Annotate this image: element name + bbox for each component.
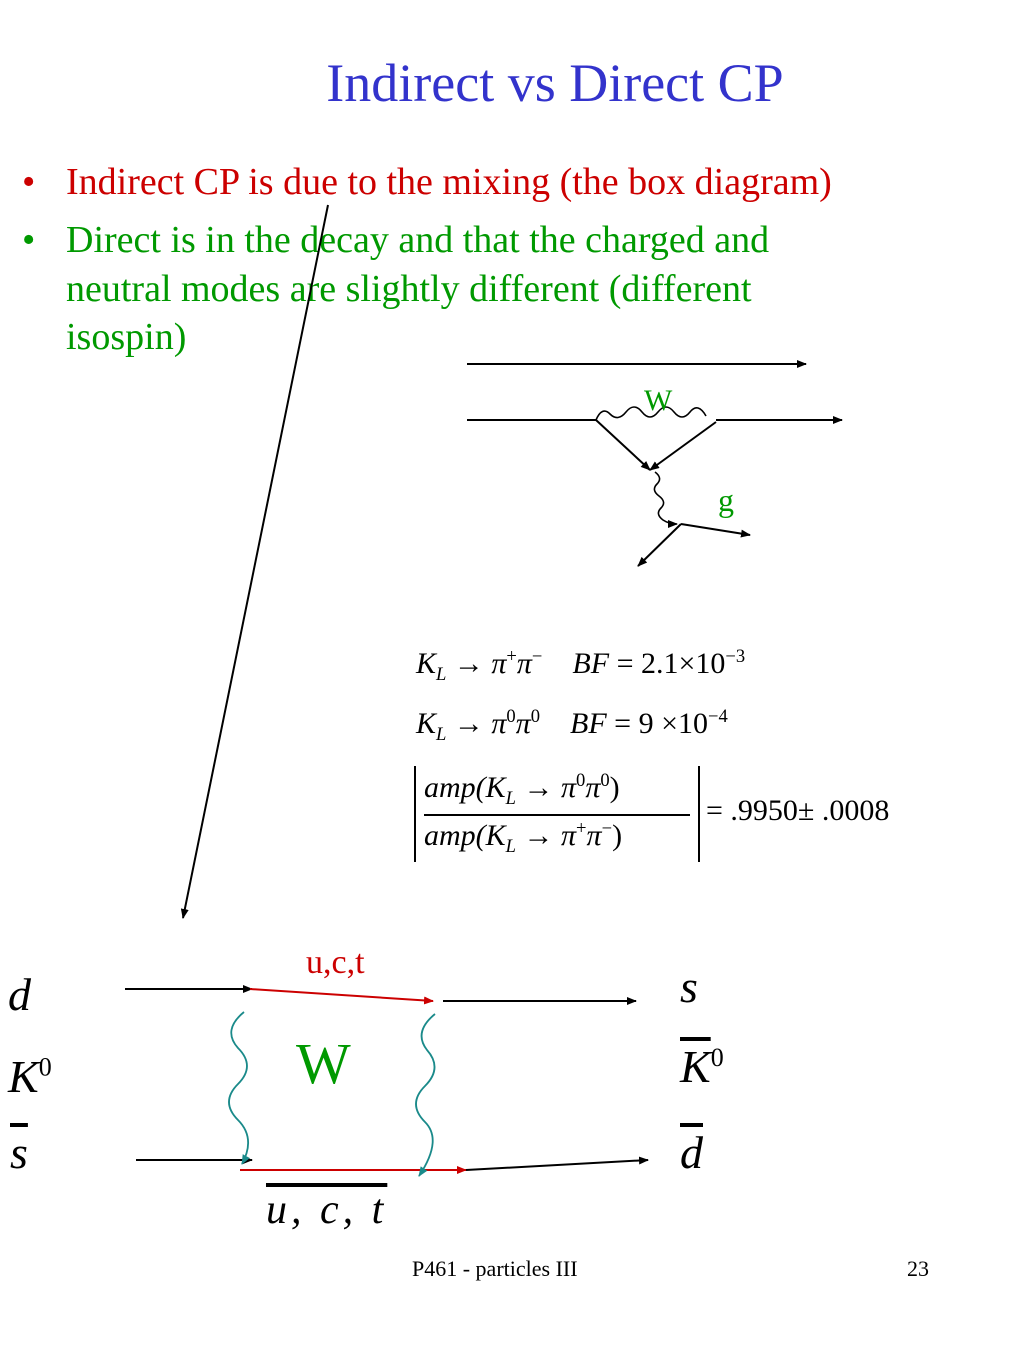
bullet-2-line-1: Direct is in the decay and that the charged and (66, 219, 770, 261)
box-bottom-quark-label: u, c, t (266, 1187, 388, 1233)
box-right-k0bar: $K^0$ (680, 1041, 724, 1092)
box-left-sbar: $\overline{s}$ (10, 1127, 28, 1178)
box-w-label: W (296, 1031, 351, 1096)
penguin-quark-left (596, 420, 650, 470)
penguin-quark-right (650, 422, 716, 470)
equation-kl-charged: $K_L \to \pi^+\pi^-$ BF = $2.1\times 10^{-3}$ (416, 646, 746, 685)
ratio-fraction-bar (424, 814, 690, 816)
footer-course: P461 - particles III (412, 1256, 578, 1281)
footer-page-number: 23 (907, 1256, 929, 1281)
penguin-g-label: g (718, 482, 734, 518)
bullet-marker-2: • (22, 219, 36, 261)
equation-kl-neutral: $K_L \to \pi^0\pi^0$ BF = $9 \times 10^{-4}$ (416, 706, 728, 745)
box-top-quark (250, 989, 433, 1001)
box-top-quark-label: u,c,t (306, 944, 365, 981)
box-w-left (229, 1012, 248, 1164)
box-left-k0: $K^0$ (8, 1051, 52, 1102)
slide-title: Indirect vs Direct CP (326, 53, 784, 113)
box-left-d: d (8, 969, 31, 1020)
penguin-w-label: W (644, 384, 673, 417)
penguin-gluon (654, 472, 677, 524)
ratio-numerator: $amp(K_L \to \pi^0\pi^0)$ (424, 770, 620, 809)
box-right-dbar: $\overline{d}$ (680, 1127, 703, 1178)
box-dbar-out (466, 1160, 648, 1170)
bullet-1-text: Indirect CP is due to the mixing (the box diagram) (66, 161, 832, 203)
box-right-s: s (680, 961, 698, 1012)
penguin-gluon-out-1 (681, 524, 750, 535)
ratio-denominator: $amp(K_L \to \pi^+\pi^-)$ (424, 818, 623, 857)
bullet-2-line-3: isospin) (66, 316, 187, 358)
penguin-gluon-out-2 (638, 524, 681, 566)
box-w-right (416, 1014, 435, 1176)
bullet-2-line-2: neutral modes are slightly different (different (66, 268, 752, 310)
amplitude-ratio-abs (414, 766, 700, 862)
bullet-marker-1: • (22, 161, 36, 203)
ratio-result: = .9950± .0008 (706, 794, 890, 827)
pointer-arrow (183, 205, 328, 918)
